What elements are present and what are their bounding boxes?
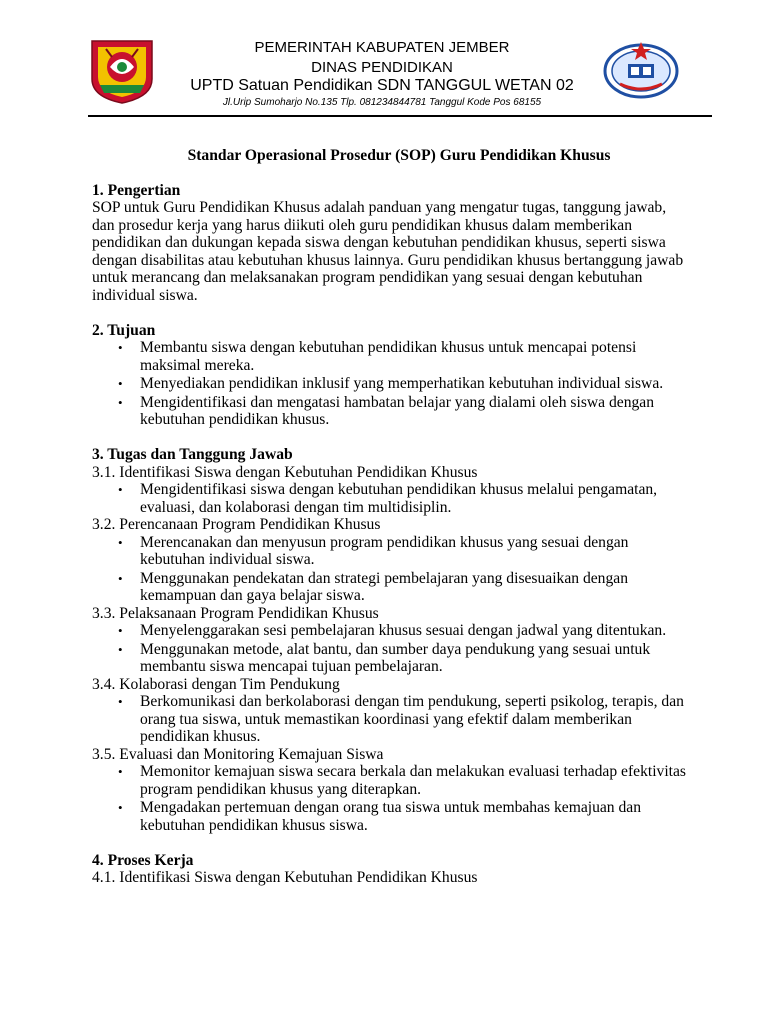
tut-wuri-handayani-school-logo-icon <box>602 38 680 100</box>
spacer <box>92 304 692 322</box>
header-department: DINAS PENDIDIKAN <box>311 59 453 76</box>
subsection-3-1-heading: 3.1. Identifikasi Siswa dengan Kebutuhan Pendidikan Khusus <box>92 463 478 481</box>
list-item: • Merencanakan dan menyusun program pendidikan khusus yang sesuai dengan kebutuhan individual siswa. <box>140 534 692 569</box>
subsection-3-5-list <box>92 763 692 834</box>
list-item: • Membantu siswa dengan kebutuhan pendidikan khusus untuk mencapai potensi maksimal mereka. <box>140 339 692 374</box>
letterhead <box>0 0 768 118</box>
list-item: • Mengidentifikasi dan mengatasi hambatan belajar yang dialami oleh siswa dengan kebutuhan pendidikan khusus. <box>140 394 692 429</box>
spacer <box>92 834 692 852</box>
document-body <box>92 147 692 887</box>
subsection-3-4-list <box>92 693 692 746</box>
header-government: PEMERINTAH KABUPATEN JEMBER <box>254 39 510 56</box>
document-title: Standar Operasional Prosedur (SOP) Guru Pendidikan Khusus <box>187 147 611 164</box>
subsection-3-2-heading: 3.2. Perencanaan Program Pendidikan Khusus <box>92 516 381 533</box>
subsection-3-2-list <box>92 534 692 605</box>
letterhead-divider <box>88 115 712 117</box>
section-2-list <box>92 339 692 429</box>
subsection-4-1-heading: 4.1. Identifikasi Siswa dengan Kebutuhan Pendidikan Khusus <box>92 869 478 886</box>
subsection-3-3-list <box>92 622 692 676</box>
section-3-heading: 3. Tugas dan Tanggung Jawab <box>92 446 293 463</box>
subsection-3-3-heading: 3.3. Pelaksanaan Program Pendidikan Khusus <box>92 604 379 622</box>
section-2-heading: 2. Tujuan <box>92 321 156 339</box>
list-item: • Menyediakan pendidikan inklusif yang memperhatikan kebutuhan individual siswa. <box>140 375 692 393</box>
header-address: Jl.Urip Sumoharjo No.135 Tlp. 081234844781 Tanggul Kode Pos 68155 <box>222 97 542 108</box>
list-item: • Menggunakan pendekatan dan strategi pembelajaran yang disesuaikan dengan kemampuan dan gaya belajar siswa. <box>140 570 692 605</box>
section-4-heading: 4. Proses Kerja <box>92 851 194 869</box>
spacer <box>92 429 692 447</box>
subsection-3-1-list <box>92 481 692 516</box>
list-item: • Mengidentifikasi siswa dengan kebutuhan pendidikan khusus melalui pengamatan, evaluasi, dan kolaborasi dengan tim multidisiplin. <box>140 481 692 516</box>
list-item: • Mengadakan pertemuan dengan orang tua siswa untuk membahas kemajuan dan kebutuhan pendidikan khusus siswa. <box>140 799 692 834</box>
jember-regency-emblem-icon <box>88 37 156 105</box>
section-1-heading: 1. Pengertian <box>92 181 181 199</box>
header-school: UPTD Satuan Pendidikan SDN TANGGUL WETAN 02 <box>190 77 574 94</box>
list-item: • Berkomunikasi dan berkolaborasi dengan tim pendukung, seperti psikolog, terapis, dan orang tua siswa, untuk memastikan koordinasi yang efektif dalam memberikan pendidikan khusus. <box>140 693 692 746</box>
list-item: • Memonitor kemajuan siswa secara berkala dan melakukan evaluasi terhadap efektivitas program pendidikan khusus yang diterapkan. <box>140 763 692 798</box>
list-item: • Menyelenggarakan sesi pembelajaran khusus sesuai dengan jadwal yang ditentukan. <box>140 622 692 640</box>
list-item: • Menggunakan metode, alat bantu, dan sumber daya pendukung yang sesuai untuk membantu siswa mencapai tujuan pembelajaran. <box>140 641 692 676</box>
subsection-3-5-heading: 3.5. Evaluasi dan Monitoring Kemajuan Siswa <box>92 745 384 763</box>
section-1-paragraph: SOP untuk Guru Pendidikan Khusus adalah panduan yang mengatur tugas, tanggung jawab, dan prosedur kerja yang harus diikuti oleh guru pendidikan khusus dalam memberikan pendidikan dan dukungan kepada siswa dengan kebutuhan pendidikan khusus, seperti siswa dengan disabilitas atau kebutuhan khusus lainnya. Guru pendidikan khusus bertanggung jawab untuk merancang dan melaksanakan program pendidikan yang sesuai dengan kebutuhan individual siswa. <box>92 199 684 304</box>
subsection-3-4-heading: 3.4. Kolaborasi dengan Tim Pendukung <box>92 675 340 693</box>
